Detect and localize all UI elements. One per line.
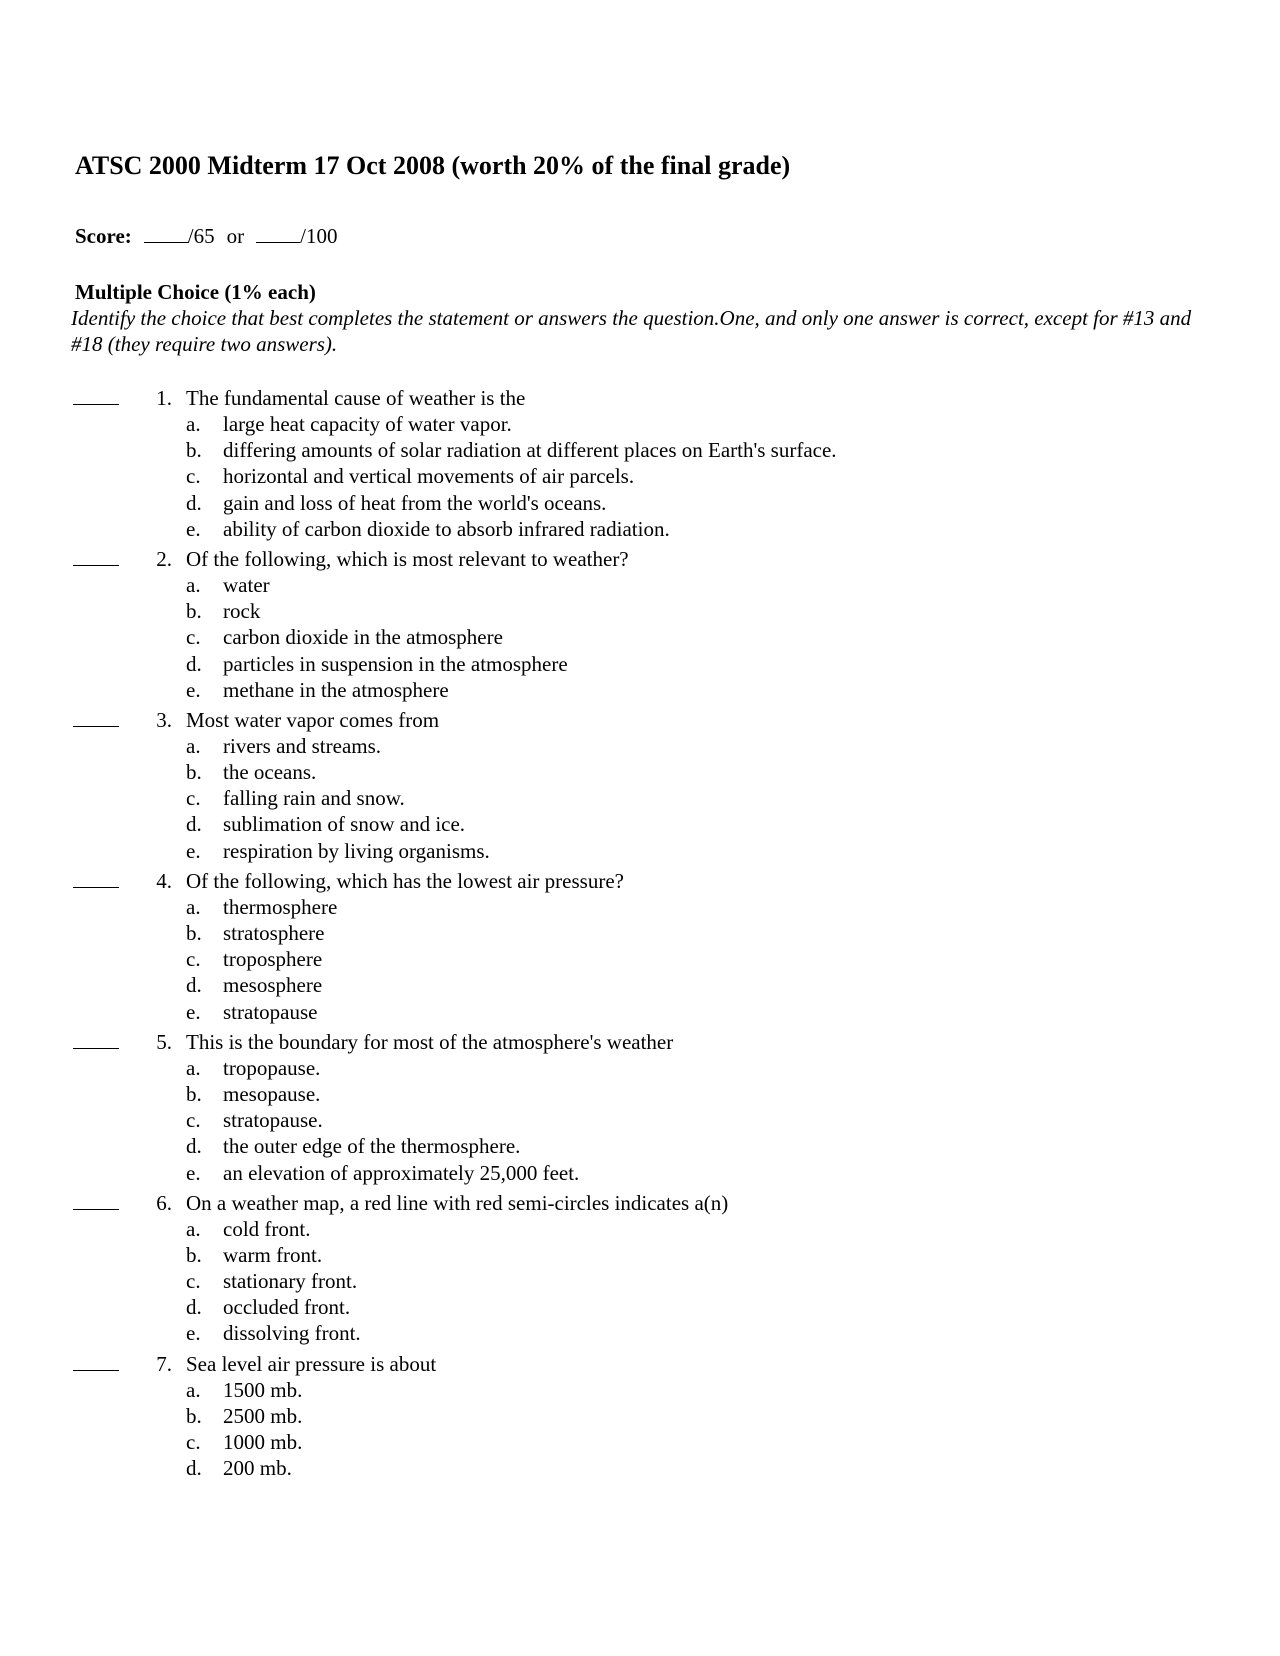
score-blank-65: [144, 224, 188, 243]
option-letter: c.: [186, 464, 201, 489]
answer-option: [0, 1268, 1280, 1294]
option-text: tropopause.: [223, 1055, 321, 1080]
answer-option: [0, 946, 1280, 972]
option-text: stationary front.: [223, 1269, 358, 1294]
option-letter: b.: [186, 599, 202, 624]
option-letter: d.: [186, 1134, 202, 1159]
question-number: 3.: [156, 707, 172, 732]
answer-option: [0, 1107, 1280, 1133]
question-number: 2.: [156, 546, 172, 571]
option-letter: a.: [186, 1216, 201, 1241]
option-letter: e.: [186, 999, 201, 1024]
option-letter: e.: [186, 516, 201, 541]
option-text: mesosphere: [223, 973, 323, 998]
question-number: 5.: [156, 1029, 172, 1054]
answer-option: [0, 1429, 1280, 1455]
answer-option: [0, 1216, 1280, 1242]
answer-option: [0, 411, 1280, 437]
option-letter: a.: [186, 733, 201, 758]
option-letter: c.: [186, 947, 201, 972]
option-text: ability of carbon dioxide to absorb infrared radiation.: [223, 516, 670, 541]
option-letter: d.: [186, 490, 202, 515]
option-letter: c.: [186, 625, 201, 650]
option-text: rock: [223, 599, 261, 624]
answer-option: [0, 838, 1280, 864]
answer-option: [0, 1320, 1280, 1346]
question-text: The fundamental cause of weather is the: [186, 386, 526, 410]
option-letter: c.: [186, 786, 201, 811]
option-text: 2500 mb.: [223, 1403, 303, 1428]
option-letter: a.: [186, 1055, 201, 1080]
option-letter: c.: [186, 1269, 201, 1294]
option-text: thermosphere: [223, 894, 338, 919]
option-letter: b.: [186, 1242, 202, 1267]
answer-blank: [73, 726, 119, 727]
answer-blank: [73, 404, 119, 405]
answer-blank: [73, 565, 119, 566]
answer-option: [0, 1455, 1280, 1481]
option-letter: a.: [186, 572, 201, 597]
answer-option: [0, 624, 1280, 650]
answer-option: [0, 1242, 1280, 1268]
option-text: stratosphere: [223, 921, 325, 945]
option-text: cold front.: [223, 1216, 311, 1241]
question-text: Of the following, which has the lowest air pressure?: [186, 868, 624, 893]
answer-option: [0, 598, 1280, 624]
option-text: large heat capacity of water vapor.: [223, 412, 512, 436]
answer-option: [0, 759, 1280, 785]
option-letter: b.: [186, 1403, 202, 1428]
answer-option: [0, 1377, 1280, 1403]
answer-blank: [73, 1370, 119, 1371]
question-number: 7.: [156, 1351, 172, 1376]
answer-option: [0, 1133, 1280, 1159]
option-text: carbon dioxide in the atmosphere: [223, 625, 503, 650]
answer-option: [0, 733, 1280, 759]
section-instructions: Identify the choice that best completes the statement or answers the question.One, and only one answer is correct, except for #13 and #18 (they require two answers).: [71, 306, 1192, 356]
option-letter: c.: [186, 1430, 201, 1454]
question-row: [0, 1029, 1280, 1055]
option-letter: b.: [186, 760, 202, 785]
option-letter: b.: [186, 1081, 202, 1106]
answer-option: [0, 437, 1280, 463]
answer-option: [0, 785, 1280, 811]
question-row: [0, 868, 1280, 894]
option-text: horizontal and vertical movements of air parcels.: [223, 464, 635, 489]
answer-option: [0, 1403, 1280, 1429]
question-row: [0, 1190, 1280, 1216]
question-row: [0, 385, 1280, 411]
question-row: [0, 1351, 1280, 1377]
option-text: rivers and streams.: [223, 733, 382, 758]
answer-blank: [73, 1048, 119, 1049]
answer-blank: [73, 1209, 119, 1210]
question-number: 6.: [156, 1190, 172, 1215]
option-letter: e.: [186, 838, 201, 863]
question-block: [0, 1351, 1280, 1482]
option-text: sublimation of snow and ice.: [223, 812, 466, 837]
question-text: On a weather map, a red line with red semi-circles indicates a(n): [186, 1190, 729, 1215]
option-letter: c.: [186, 1108, 201, 1133]
score-denominator-65: /65: [187, 224, 215, 248]
question-text: Of the following, which is most relevant to weather?: [186, 546, 629, 571]
question-text: Most water vapor comes from: [186, 707, 440, 732]
score-blank-100: [256, 224, 300, 243]
option-text: falling rain and snow.: [223, 786, 405, 811]
option-text: stratopause.: [223, 1108, 323, 1133]
score-label: Score:: [75, 224, 132, 248]
option-text: respiration by living organisms.: [223, 838, 490, 863]
option-letter: a.: [186, 412, 201, 436]
option-text: the outer edge of the thermosphere.: [223, 1134, 521, 1159]
option-text: water: [223, 572, 270, 597]
question-row: [0, 546, 1280, 572]
question-text: Sea level air pressure is about: [186, 1351, 437, 1376]
answer-option: [0, 677, 1280, 703]
option-text: 1500 mb.: [223, 1377, 303, 1402]
option-letter: b.: [186, 438, 202, 463]
answer-option: [0, 999, 1280, 1025]
answer-option: [0, 463, 1280, 489]
option-letter: d.: [186, 651, 202, 676]
question-number: 4.: [156, 868, 172, 893]
option-letter: d.: [186, 812, 202, 837]
answer-option: [0, 920, 1280, 946]
option-letter: e.: [186, 1160, 201, 1185]
option-text: an elevation of approximately 25,000 feet.: [223, 1160, 580, 1185]
option-text: troposphere: [223, 947, 323, 972]
question-block: [0, 1190, 1280, 1347]
question-text: This is the boundary for most of the atmosphere's weather: [186, 1029, 674, 1054]
option-text: stratopause: [223, 999, 318, 1024]
option-text: warm front.: [223, 1242, 323, 1267]
score-or: or: [226, 224, 245, 248]
answer-option: [0, 972, 1280, 998]
answer-option: [0, 490, 1280, 516]
question-block: [0, 1029, 1280, 1186]
section-heading: Multiple Choice (1% each): [75, 280, 316, 304]
option-text: particles in suspension in the atmosphere: [223, 651, 568, 676]
option-text: 200 mb.: [223, 1456, 292, 1481]
option-text: dissolving front.: [223, 1321, 361, 1346]
option-text: gain and loss of heat from the world's oceans.: [223, 490, 607, 515]
answer-option: [0, 516, 1280, 542]
question-block: [0, 868, 1280, 1025]
page-title: ATSC 2000 Midterm 17 Oct 2008 (worth 20% of the final grade): [75, 151, 791, 180]
option-letter: a.: [186, 1377, 201, 1402]
score-line: [75, 222, 337, 250]
answer-blank: [73, 887, 119, 888]
question-block: [0, 546, 1280, 703]
answer-option: [0, 1294, 1280, 1320]
question-block: [0, 707, 1280, 864]
option-letter: e.: [186, 1321, 201, 1346]
option-text: differing amounts of solar radiation at different places on Earth's surface.: [223, 438, 837, 463]
option-letter: b.: [186, 921, 202, 945]
question-block: [0, 385, 1280, 542]
answer-option: [0, 572, 1280, 598]
answer-option: [0, 894, 1280, 920]
option-text: the oceans.: [223, 760, 317, 785]
option-text: methane in the atmosphere: [223, 677, 449, 702]
question-list: [0, 385, 1280, 1485]
answer-option: [0, 1160, 1280, 1186]
option-text: mesopause.: [223, 1081, 321, 1106]
option-letter: a.: [186, 894, 201, 919]
question-row: [0, 707, 1280, 733]
option-letter: d.: [186, 973, 202, 998]
score-denominator-100: /100: [300, 224, 338, 248]
option-text: occluded front.: [223, 1295, 351, 1320]
option-letter: d.: [186, 1456, 202, 1481]
answer-option: [0, 811, 1280, 837]
option-letter: d.: [186, 1295, 202, 1320]
option-text: 1000 mb.: [223, 1430, 303, 1454]
answer-option: [0, 1081, 1280, 1107]
question-number: 1.: [156, 386, 172, 410]
answer-option: [0, 651, 1280, 677]
option-letter: e.: [186, 677, 201, 702]
answer-option: [0, 1055, 1280, 1081]
